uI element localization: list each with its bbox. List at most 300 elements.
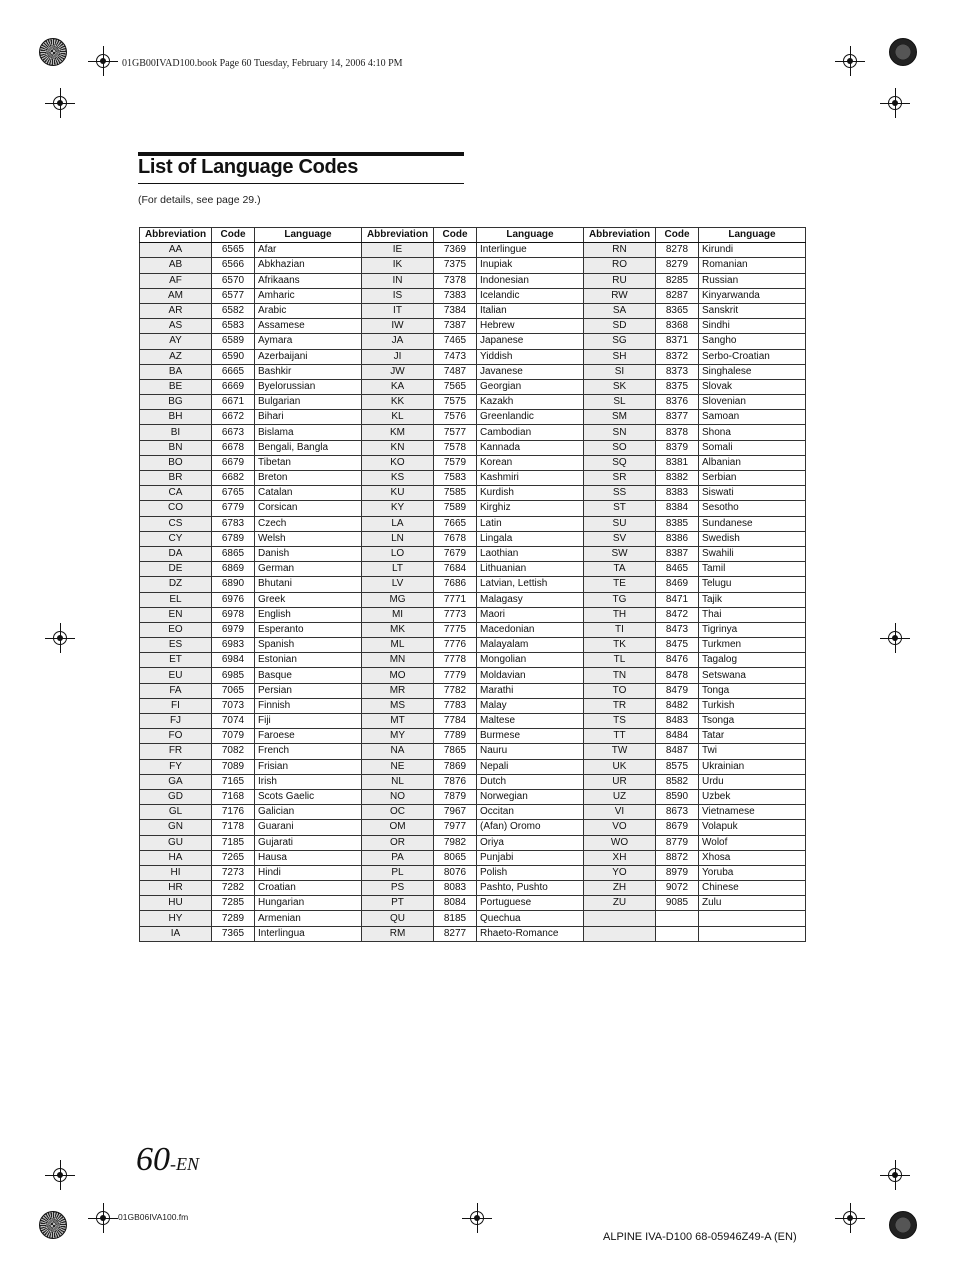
language-cell: Kashmiri — [477, 471, 584, 486]
table-row — [140, 820, 806, 835]
language-cell: Tajik — [699, 592, 806, 607]
language-cell: Hungarian — [255, 896, 362, 911]
language-cell: Bihari — [255, 410, 362, 425]
title-underline — [138, 183, 464, 184]
abbreviation-cell: LO — [362, 546, 434, 561]
language-cell: Galician — [255, 805, 362, 820]
code-cell: 8372 — [656, 349, 699, 364]
language-cell: Hausa — [255, 850, 362, 865]
abbreviation-cell: KA — [362, 379, 434, 394]
code-cell: 7165 — [212, 774, 255, 789]
language-cell: French — [255, 744, 362, 759]
code-cell: 7378 — [434, 273, 477, 288]
code-cell: 8383 — [656, 486, 699, 501]
abbreviation-cell: DE — [140, 562, 212, 577]
language-cell: Russian — [699, 273, 806, 288]
abbreviation-cell: TI — [584, 622, 656, 637]
language-cell: Burmese — [477, 729, 584, 744]
language-cell: Bashkir — [255, 364, 362, 379]
language-cell: Bulgarian — [255, 395, 362, 410]
abbreviation-cell: UK — [584, 759, 656, 774]
table-row — [140, 334, 806, 349]
code-cell: 6673 — [212, 425, 255, 440]
print-header: 01GB00IVAD100.book Page 60 Tuesday, February 14, 2006 4:10 PM — [122, 58, 403, 69]
code-cell: 7365 — [212, 926, 255, 941]
column-header: Abbreviation — [362, 228, 434, 243]
abbreviation-cell: ZH — [584, 881, 656, 896]
table-row — [140, 546, 806, 561]
code-cell: 7779 — [434, 668, 477, 683]
code-cell: 7579 — [434, 455, 477, 470]
table-row — [140, 577, 806, 592]
abbreviation-cell: ZU — [584, 896, 656, 911]
abbreviation-cell: EO — [140, 622, 212, 637]
language-cell: Byelorussian — [255, 379, 362, 394]
language-cell: Uzbek — [699, 789, 806, 804]
code-cell: 7578 — [434, 440, 477, 455]
abbreviation-cell: SD — [584, 319, 656, 334]
abbreviation-cell: RU — [584, 273, 656, 288]
abbreviation-cell: XH — [584, 850, 656, 865]
code-cell: 8279 — [656, 258, 699, 273]
code-cell: 8375 — [656, 379, 699, 394]
abbreviation-cell: UR — [584, 774, 656, 789]
code-cell: 8382 — [656, 471, 699, 486]
abbreviation-cell: GA — [140, 774, 212, 789]
code-cell — [656, 911, 699, 926]
language-cell: Ukrainian — [699, 759, 806, 774]
abbreviation-cell: MY — [362, 729, 434, 744]
abbreviation-cell: GD — [140, 789, 212, 804]
abbreviation-cell: TR — [584, 698, 656, 713]
column-header: Language — [699, 228, 806, 243]
table-row — [140, 395, 806, 410]
code-cell: 8673 — [656, 805, 699, 820]
abbreviation-cell: AF — [140, 273, 212, 288]
table-row — [140, 714, 806, 729]
crop-mark-icon — [462, 1203, 492, 1233]
abbreviation-cell: RM — [362, 926, 434, 941]
language-cell: Faroese — [255, 729, 362, 744]
code-cell: 7869 — [434, 759, 477, 774]
language-cell: Sindhi — [699, 319, 806, 334]
abbreviation-cell: RN — [584, 243, 656, 258]
crop-mark-icon — [880, 623, 910, 653]
abbreviation-cell: OM — [362, 820, 434, 835]
language-cell: Afrikaans — [255, 273, 362, 288]
code-cell: 8979 — [656, 865, 699, 880]
crop-mark-icon — [88, 46, 118, 76]
code-cell: 7089 — [212, 759, 255, 774]
abbreviation-cell: AZ — [140, 349, 212, 364]
abbreviation-cell: HU — [140, 896, 212, 911]
language-cell: Latvian, Lettish — [477, 577, 584, 592]
abbreviation-cell: FI — [140, 698, 212, 713]
table-row — [140, 622, 806, 637]
code-cell: 8479 — [656, 683, 699, 698]
table-row — [140, 531, 806, 546]
abbreviation-cell: FR — [140, 744, 212, 759]
abbreviation-cell: SV — [584, 531, 656, 546]
code-cell: 8076 — [434, 865, 477, 880]
abbreviation-cell: AA — [140, 243, 212, 258]
code-cell — [656, 926, 699, 941]
abbreviation-cell: BE — [140, 379, 212, 394]
language-cell: Malagasy — [477, 592, 584, 607]
language-cell — [699, 911, 806, 926]
column-header: Language — [477, 228, 584, 243]
abbreviation-cell: PS — [362, 881, 434, 896]
language-cell: Quechua — [477, 911, 584, 926]
column-header: Code — [656, 228, 699, 243]
abbreviation-cell: TS — [584, 714, 656, 729]
language-cell: Vietnamese — [699, 805, 806, 820]
code-cell: 7876 — [434, 774, 477, 789]
language-cell: Arabic — [255, 303, 362, 318]
crop-mark-icon — [45, 88, 75, 118]
language-cell: Kazakh — [477, 395, 584, 410]
abbreviation-cell: GL — [140, 805, 212, 820]
abbreviation-cell: KK — [362, 395, 434, 410]
table-row — [140, 349, 806, 364]
crop-mark-icon — [880, 1160, 910, 1190]
table-row — [140, 865, 806, 880]
language-cell: Sundanese — [699, 516, 806, 531]
language-cell: Swedish — [699, 531, 806, 546]
language-cell: Bhutani — [255, 577, 362, 592]
language-cell: Gujarati — [255, 835, 362, 850]
language-cell: Amharic — [255, 288, 362, 303]
language-cell: Laothian — [477, 546, 584, 561]
abbreviation-cell: LN — [362, 531, 434, 546]
table-row — [140, 926, 806, 941]
language-cell: Tatar — [699, 729, 806, 744]
abbreviation-cell: SO — [584, 440, 656, 455]
code-cell: 7273 — [212, 865, 255, 880]
code-cell: 8476 — [656, 653, 699, 668]
language-cell: Rhaeto-Romance — [477, 926, 584, 941]
abbreviation-cell: DZ — [140, 577, 212, 592]
abbreviation-cell: MI — [362, 607, 434, 622]
table-row — [140, 440, 806, 455]
abbreviation-cell: AB — [140, 258, 212, 273]
abbreviation-cell: CO — [140, 501, 212, 516]
table-row — [140, 653, 806, 668]
code-cell: 8377 — [656, 410, 699, 425]
language-cell: Serbo-Croatian — [699, 349, 806, 364]
code-cell: 7178 — [212, 820, 255, 835]
abbreviation-cell: SG — [584, 334, 656, 349]
abbreviation-cell: YO — [584, 865, 656, 880]
abbreviation-cell: TE — [584, 577, 656, 592]
language-cell: Croatian — [255, 881, 362, 896]
code-cell: 7074 — [212, 714, 255, 729]
code-cell: 8482 — [656, 698, 699, 713]
table-row — [140, 911, 806, 926]
table-row — [140, 288, 806, 303]
code-cell: 8185 — [434, 911, 477, 926]
code-cell: 6779 — [212, 501, 255, 516]
language-cell: Yiddish — [477, 349, 584, 364]
abbreviation-cell: BO — [140, 455, 212, 470]
code-cell: 8575 — [656, 759, 699, 774]
language-cell: Welsh — [255, 531, 362, 546]
code-cell: 7565 — [434, 379, 477, 394]
language-cell: Sangho — [699, 334, 806, 349]
crop-mark-icon — [88, 1203, 118, 1233]
code-cell: 7185 — [212, 835, 255, 850]
language-cell: Javanese — [477, 364, 584, 379]
abbreviation-cell: IT — [362, 303, 434, 318]
abbreviation-cell: ES — [140, 638, 212, 653]
language-cell: Greek — [255, 592, 362, 607]
language-cell: Tamil — [699, 562, 806, 577]
code-cell: 6978 — [212, 607, 255, 622]
abbreviation-cell: GU — [140, 835, 212, 850]
abbreviation-cell: IW — [362, 319, 434, 334]
abbreviation-cell: SQ — [584, 455, 656, 470]
abbreviation-cell: HR — [140, 881, 212, 896]
code-cell: 7473 — [434, 349, 477, 364]
abbreviation-cell: CY — [140, 531, 212, 546]
abbreviation-cell: VO — [584, 820, 656, 835]
registration-rosette-icon — [39, 1211, 67, 1239]
language-cell: Dutch — [477, 774, 584, 789]
code-cell: 8386 — [656, 531, 699, 546]
code-cell: 6865 — [212, 546, 255, 561]
code-cell: 8478 — [656, 668, 699, 683]
code-cell: 7773 — [434, 607, 477, 622]
abbreviation-cell: MG — [362, 592, 434, 607]
code-cell: 7783 — [434, 698, 477, 713]
abbreviation-cell: PA — [362, 850, 434, 865]
abbreviation-cell: PL — [362, 865, 434, 880]
abbreviation-cell: SL — [584, 395, 656, 410]
code-cell: 8368 — [656, 319, 699, 334]
column-header: Code — [434, 228, 477, 243]
language-cell: Hindi — [255, 865, 362, 880]
code-cell: 7665 — [434, 516, 477, 531]
language-cell: Guarani — [255, 820, 362, 835]
code-cell: 7384 — [434, 303, 477, 318]
code-cell: 8487 — [656, 744, 699, 759]
code-cell: 7967 — [434, 805, 477, 820]
table-row — [140, 364, 806, 379]
code-cell: 6976 — [212, 592, 255, 607]
code-cell: 6678 — [212, 440, 255, 455]
code-cell: 6679 — [212, 455, 255, 470]
language-cell: Assamese — [255, 319, 362, 334]
abbreviation-cell: SS — [584, 486, 656, 501]
language-cell: Estonian — [255, 653, 362, 668]
abbreviation-cell: ML — [362, 638, 434, 653]
language-cell: Portuguese — [477, 896, 584, 911]
table-row — [140, 562, 806, 577]
language-cell: Latin — [477, 516, 584, 531]
code-cell: 7375 — [434, 258, 477, 273]
code-cell: 8473 — [656, 622, 699, 637]
language-cell: Kirghiz — [477, 501, 584, 516]
abbreviation-cell: VI — [584, 805, 656, 820]
table-row — [140, 668, 806, 683]
language-cell: (Afan) Oromo — [477, 820, 584, 835]
code-cell: 7784 — [434, 714, 477, 729]
language-cell: Nepali — [477, 759, 584, 774]
abbreviation-cell: NE — [362, 759, 434, 774]
language-cell: Pashto, Pushto — [477, 881, 584, 896]
table-row — [140, 759, 806, 774]
code-cell: 8384 — [656, 501, 699, 516]
code-cell: 6671 — [212, 395, 255, 410]
code-cell: 7775 — [434, 622, 477, 637]
code-cell: 7176 — [212, 805, 255, 820]
abbreviation-cell: SK — [584, 379, 656, 394]
column-header: Code — [212, 228, 255, 243]
code-cell: 6765 — [212, 486, 255, 501]
abbreviation-cell: SM — [584, 410, 656, 425]
abbreviation-cell: FY — [140, 759, 212, 774]
language-cell: Kannada — [477, 440, 584, 455]
code-cell: 7065 — [212, 683, 255, 698]
table-row — [140, 410, 806, 425]
language-cell: Armenian — [255, 911, 362, 926]
abbreviation-cell: FJ — [140, 714, 212, 729]
abbreviation-cell: NA — [362, 744, 434, 759]
code-cell: 6682 — [212, 471, 255, 486]
code-cell: 8083 — [434, 881, 477, 896]
abbreviation-cell: TH — [584, 607, 656, 622]
abbreviation-cell: IE — [362, 243, 434, 258]
page-subtitle: (For details, see page 29.) — [138, 194, 261, 206]
language-cell: Siswati — [699, 486, 806, 501]
language-cell: Volapuk — [699, 820, 806, 835]
abbreviation-cell: TT — [584, 729, 656, 744]
abbreviation-cell: TN — [584, 668, 656, 683]
code-cell: 6983 — [212, 638, 255, 653]
code-cell: 8872 — [656, 850, 699, 865]
crop-mark-icon — [880, 88, 910, 118]
abbreviation-cell: MN — [362, 653, 434, 668]
abbreviation-cell: TL — [584, 653, 656, 668]
language-cell: Bengali, Bangla — [255, 440, 362, 455]
code-cell: 6665 — [212, 364, 255, 379]
table-row — [140, 471, 806, 486]
abbreviation-cell: KU — [362, 486, 434, 501]
abbreviation-cell: LT — [362, 562, 434, 577]
table-row — [140, 638, 806, 653]
code-cell: 6577 — [212, 288, 255, 303]
code-cell: 7776 — [434, 638, 477, 653]
code-cell: 7879 — [434, 789, 477, 804]
code-cell: 7982 — [434, 835, 477, 850]
table-row — [140, 896, 806, 911]
code-cell: 8285 — [656, 273, 699, 288]
code-cell: 7686 — [434, 577, 477, 592]
language-cell: Greenlandic — [477, 410, 584, 425]
abbreviation-cell: KM — [362, 425, 434, 440]
abbreviation-cell: ST — [584, 501, 656, 516]
language-cell: Tibetan — [255, 455, 362, 470]
code-cell: 8287 — [656, 288, 699, 303]
abbreviation-cell: KL — [362, 410, 434, 425]
code-cell: 6985 — [212, 668, 255, 683]
table-row — [140, 835, 806, 850]
language-cell: Slovenian — [699, 395, 806, 410]
registration-rosette-icon — [889, 38, 917, 66]
code-cell: 6783 — [212, 516, 255, 531]
code-cell: 8387 — [656, 546, 699, 561]
abbreviation-cell: NO — [362, 789, 434, 804]
code-cell: 9072 — [656, 881, 699, 896]
code-cell: 8469 — [656, 577, 699, 592]
abbreviation-cell: GN — [140, 820, 212, 835]
language-cell: Maori — [477, 607, 584, 622]
abbreviation-cell: AS — [140, 319, 212, 334]
code-cell: 7073 — [212, 698, 255, 713]
page-number-value: 60 — [136, 1141, 170, 1178]
table-row — [140, 683, 806, 698]
crop-mark-icon — [45, 623, 75, 653]
abbreviation-cell: BH — [140, 410, 212, 425]
language-codes-table — [139, 227, 806, 942]
language-cell: Indonesian — [477, 273, 584, 288]
code-cell: 7082 — [212, 744, 255, 759]
language-cell: Malayalam — [477, 638, 584, 653]
language-cell: Romanian — [699, 258, 806, 273]
language-cell: German — [255, 562, 362, 577]
language-cell: Spanish — [255, 638, 362, 653]
language-cell: Zulu — [699, 896, 806, 911]
abbreviation-cell: SA — [584, 303, 656, 318]
abbreviation-cell: KO — [362, 455, 434, 470]
abbreviation-cell — [584, 911, 656, 926]
table-row — [140, 243, 806, 258]
code-cell: 8278 — [656, 243, 699, 258]
code-cell: 8084 — [434, 896, 477, 911]
abbreviation-cell: AR — [140, 303, 212, 318]
abbreviation-cell: OC — [362, 805, 434, 820]
code-cell: 8590 — [656, 789, 699, 804]
language-cell: Tonga — [699, 683, 806, 698]
abbreviation-cell: PT — [362, 896, 434, 911]
abbreviation-cell: RO — [584, 258, 656, 273]
abbreviation-cell: CA — [140, 486, 212, 501]
language-cell: Czech — [255, 516, 362, 531]
code-cell: 7289 — [212, 911, 255, 926]
code-cell: 8484 — [656, 729, 699, 744]
code-cell: 6589 — [212, 334, 255, 349]
table-row — [140, 258, 806, 273]
abbreviation-cell: SH — [584, 349, 656, 364]
code-cell: 8483 — [656, 714, 699, 729]
crop-mark-icon — [45, 1160, 75, 1190]
code-cell: 6672 — [212, 410, 255, 425]
language-cell: English — [255, 607, 362, 622]
code-cell: 6984 — [212, 653, 255, 668]
language-cell: Interlingue — [477, 243, 584, 258]
abbreviation-cell: MT — [362, 714, 434, 729]
code-cell: 8582 — [656, 774, 699, 789]
language-cell: Moldavian — [477, 668, 584, 683]
code-cell: 6582 — [212, 303, 255, 318]
abbreviation-cell: FA — [140, 683, 212, 698]
abbreviation-cell: BR — [140, 471, 212, 486]
code-cell: 7369 — [434, 243, 477, 258]
code-cell: 6789 — [212, 531, 255, 546]
language-cell: Telugu — [699, 577, 806, 592]
language-cell: Basque — [255, 668, 362, 683]
language-cell: Polish — [477, 865, 584, 880]
